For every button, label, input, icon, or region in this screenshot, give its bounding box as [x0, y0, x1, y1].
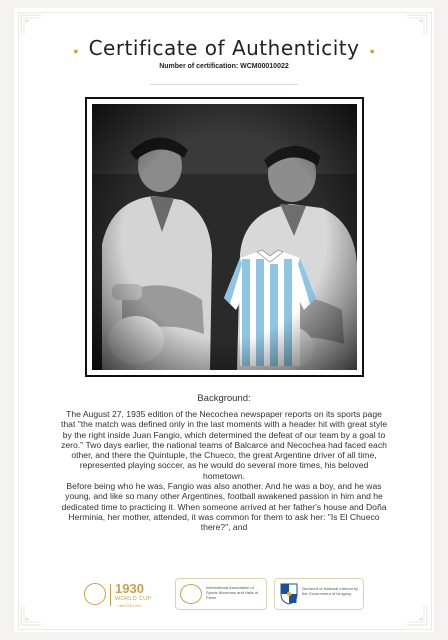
background-paragraph: The August 27, 1935 edition of the Necochea newspaper reports on its sports page that "the match was defined only in the last moments with a header hit with great style by the right inside Juan Fangio, which determined the defeat of our team by a goal to zero." Two days earlier, the national teams of Balcarce and Necochea had faced each other, and there the Quintuple, the Chueco, the great Argentine driver of all time, represented playing soccer, as he would do several more times, his beloved hometown.: [61, 409, 387, 481]
corner-ornament-icon: [20, 604, 42, 626]
corner-ornament-icon: [406, 14, 428, 36]
photo-frame: [85, 97, 364, 377]
declared-text: Declared of National Interest by the Government of Uruguay: [302, 586, 359, 596]
divider: [150, 84, 298, 85]
certification-number: Number of certification: WCM00010022: [159, 63, 289, 70]
logo-divider: [110, 584, 111, 606]
museum-line1: WORLD CUP: [115, 596, 152, 602]
background-heading: Background:: [197, 393, 251, 404]
vintage-photo: [92, 104, 357, 370]
national-interest-logo: [274, 578, 364, 610]
corner-ornament-icon: [406, 604, 428, 626]
uruguay-shield-icon: [280, 583, 298, 605]
footer-logos: [84, 578, 364, 612]
background-paragraph: Before being who he was, Fangio was also another. And he was a boy, and he was young, and like so many other Argentines, football awakened passion in him and he dedicated time to practicing it. When someone arrived at her father's house and Doña Herminia, her mother, attended, it was common for them to ask her: "Is El Chueco there?", and: [61, 481, 387, 533]
football-icon: [84, 583, 106, 605]
world-cup-museum-logo: [84, 580, 168, 610]
certificate-title: Certificate of Authenticity: [88, 36, 360, 60]
gold-dot-icon: ●: [73, 45, 79, 56]
association-logo: [175, 578, 267, 610]
association-text: International Association of Sports Museums and Halls of Fame: [206, 585, 259, 600]
gold-dot-icon: ●: [369, 45, 375, 56]
title-row: [0, 36, 448, 60]
background-body: [60, 409, 388, 533]
museum-emblem-icon: [180, 584, 202, 604]
museum-year: 1930: [115, 581, 144, 596]
corner-ornament-icon: [20, 14, 42, 36]
museum-line2: •MUSEUM•: [118, 603, 142, 608]
